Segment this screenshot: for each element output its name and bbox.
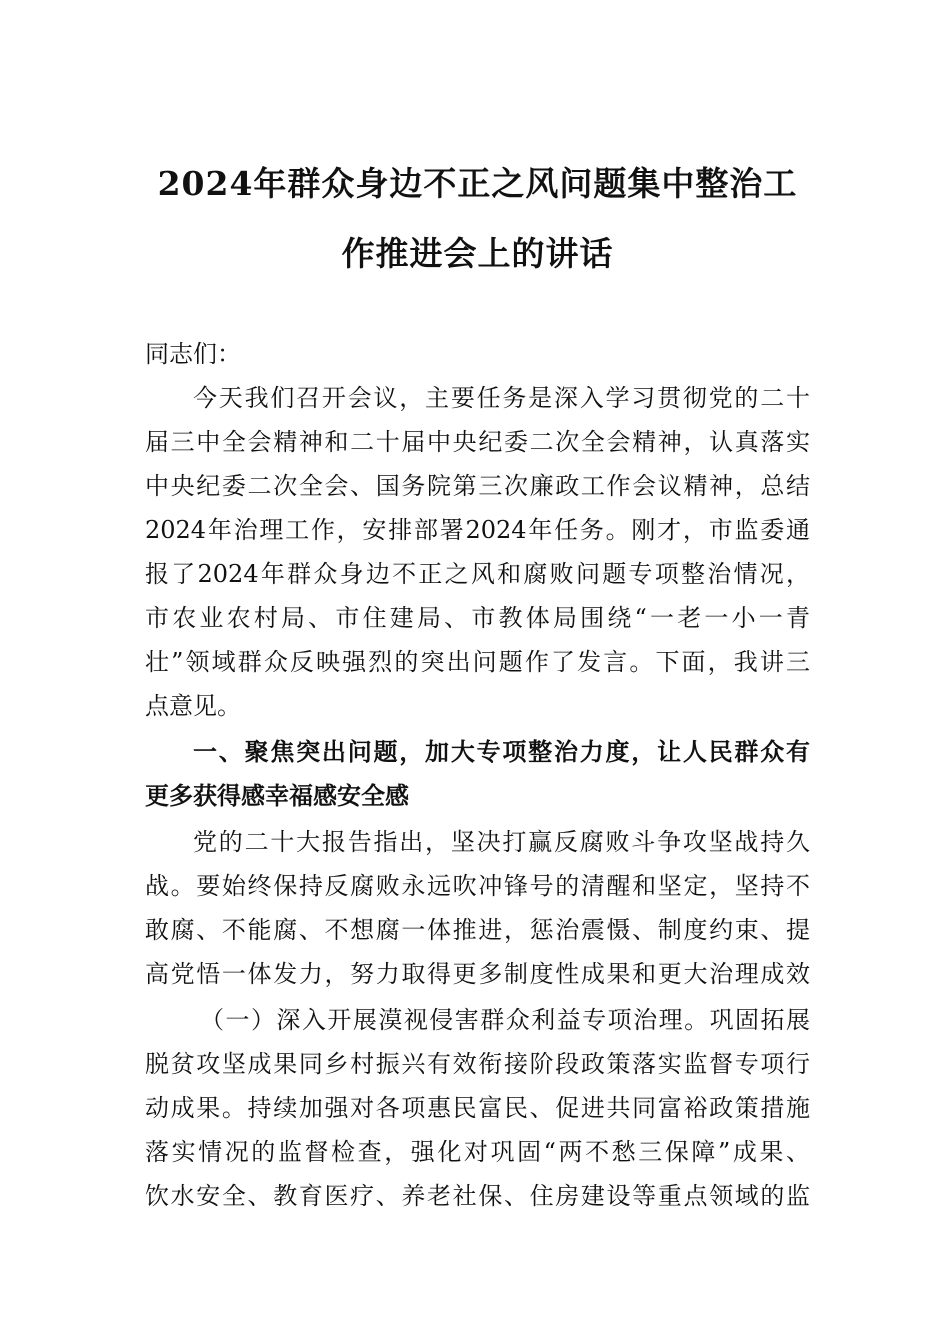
paragraph-2-line: 战。要始终保持反腐败永远吹冲锋号的清醒和坚定，坚持不 — [145, 872, 810, 900]
paragraph-3-line: 脱贫攻坚成果同乡村振兴有效衔接阶段政策落实监督专项行 — [145, 1050, 810, 1078]
section-heading-1: 一、聚焦突出问题，加大专项整治力度，让人民群众有 — [193, 738, 810, 766]
subheading-1: （一）深入开展漠视侵害群众利益专项治理。 — [200, 1006, 710, 1034]
salutation: 同志们： — [145, 340, 241, 368]
document-title-line-2: 作推进会上的讲话 — [341, 234, 614, 273]
paragraph-3-line: 动成果。持续加强对各项惠民富民、促进共同富裕政策措施 — [145, 1094, 810, 1122]
paragraph-2-line: 敢腐、不能腐、不想腐一体推进，惩治震慑、制度约束、提 — [145, 916, 810, 944]
paragraph-1-line: 点意见。 — [145, 692, 241, 720]
paragraph-1-line: 届三中全会精神和二十届中央纪委二次全会精神，认真落实 — [145, 428, 810, 456]
paragraph-1-line: 今天我们召开会议，主要任务是深入学习贯彻党的二十 — [193, 384, 810, 412]
paragraph-1-line: 市农业农村局、市住建局、市教体局围绕“一老一小一青 — [145, 604, 810, 632]
paragraph-3-line: 落实情况的监督检查，强化对巩固“两不愁三保障”成果、 — [145, 1138, 810, 1166]
paragraph-1-line: 报了2024年群众身边不正之风和腐败问题专项整治情况， — [145, 560, 810, 588]
section-heading-1: 更多获得感幸福感安全感 — [145, 782, 409, 810]
paragraph-1-line: 2024年治理工作，安排部署2024年任务。刚才，市监委通 — [145, 516, 810, 544]
paragraph-1-line: 中央纪委二次全会、国务院第三次廉政工作会议精神，总结 — [145, 472, 810, 500]
subheading-paragraph-line — [200, 998, 810, 1042]
paragraph-3-line: 饮水安全、教育医疗、养老社保、住房建设等重点领域的监 — [145, 1182, 810, 1210]
document-title-line-1: 2024年群众身边不正之风问题集中整治工 — [157, 164, 798, 203]
paragraph-1-line: 壮”领域群众反映强烈的突出问题作了发言。下面，我讲三 — [145, 648, 810, 676]
paragraph-2-line: 党的二十大报告指出，坚决打赢反腐败斗争攻坚战持久 — [193, 828, 810, 856]
paragraph-3-lead: 巩固拓展 — [709, 1006, 811, 1034]
paragraph-2-line: 高党悟一体发力，努力取得更多制度性成果和更大治理成效 — [145, 960, 810, 988]
